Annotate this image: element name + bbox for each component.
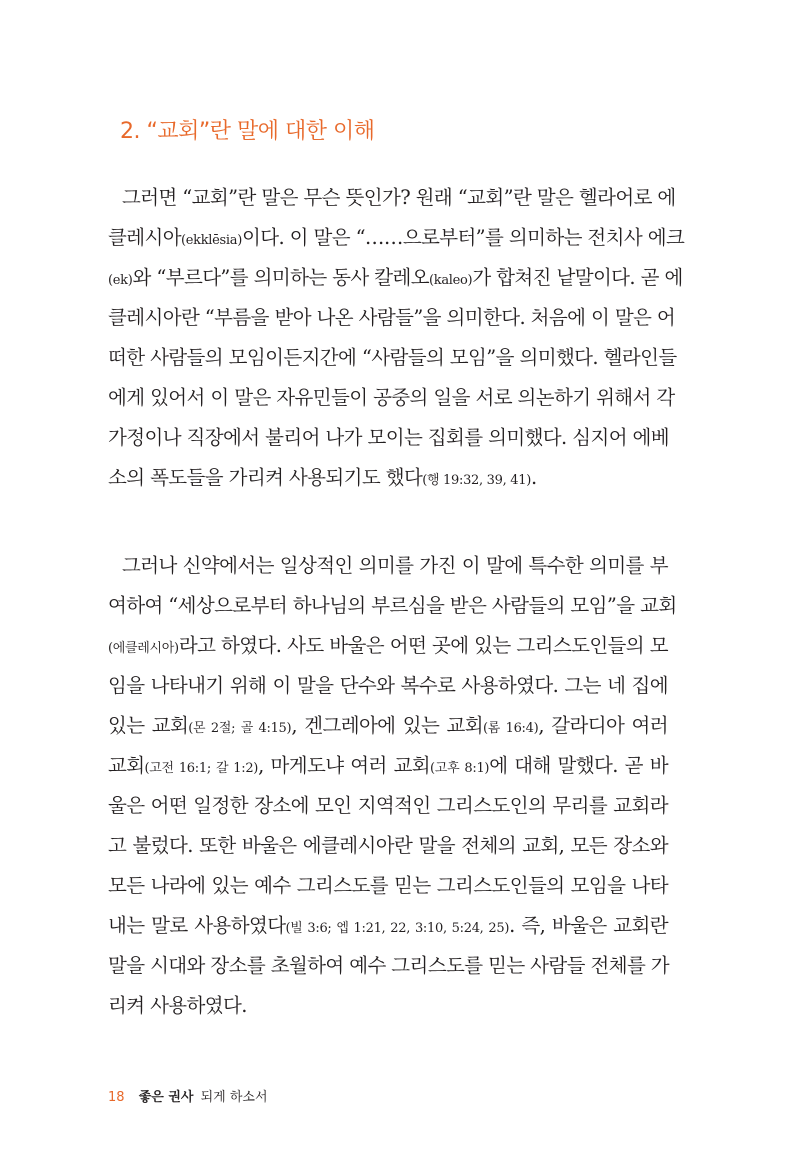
- citation-text: (고후 8:1): [430, 761, 490, 776]
- citation-text: (kaleo): [428, 273, 473, 288]
- citation-text: (ekklēsia): [180, 233, 242, 248]
- text-line: [108, 746, 668, 786]
- body-text: 와 “부르다”를 의미하는 동사 칼레오: [132, 266, 429, 289]
- citation-text: (에클레시아): [108, 641, 179, 656]
- body-text: 그러나 신약에서는 일상적인 의미를 가진 이 말에 특수한 의미를 부: [122, 554, 668, 577]
- paragraph-1: [108, 178, 685, 498]
- body-text: 고 불렀다. 또한 바울은 에클레시아란 말을 전체의 교회, 모든 장소와: [108, 834, 668, 857]
- body-text: .: [531, 466, 537, 489]
- body-text: 클레시아: [108, 226, 181, 249]
- page-number: 18: [108, 1090, 125, 1105]
- paragraph-2: [108, 546, 677, 1026]
- text-line: [108, 546, 668, 586]
- text-line: [108, 378, 675, 418]
- text-line: [108, 218, 685, 258]
- body-text: 그러면 “교회”란 말은 무슨 뜻인가? 원래 “교회”란 말은 헬라어로 에: [122, 186, 676, 209]
- text-line: [108, 786, 668, 826]
- text-line: [108, 906, 668, 946]
- body-text: 가정이나 직장에서 불리어 나가 모이는 집회를 의미했다. 심지어 에베: [108, 426, 670, 449]
- body-text: 소의 폭도들을 가리켜 사용되기도 했다: [108, 466, 423, 489]
- body-text: 교회: [108, 754, 145, 777]
- section-heading: 2. “교회”란 말에 대한 이해: [120, 119, 375, 144]
- text-line: [108, 626, 668, 666]
- citation-text: (롬 16:4): [483, 721, 539, 736]
- page-footer: [108, 1086, 268, 1105]
- text-line: [108, 586, 677, 626]
- citation-text: (행 19:32, 39, 41): [422, 473, 531, 488]
- body-text: 울은 어떤 일정한 장소에 모인 지역적인 그리스도인의 무리를 교회라: [108, 794, 668, 817]
- text-line: [108, 946, 668, 986]
- body-text: 라고 하였다. 사도 바울은 어떤 곳에 있는 그리스도인들의 모: [178, 634, 668, 657]
- text-line: [108, 866, 668, 906]
- body-text: 떠한 사람들의 모임이든지간에 “사람들의 모임”을 의미했다. 헬라인들: [108, 346, 677, 369]
- text-line: [108, 418, 668, 458]
- citation-text: (빌 3:6; 엡 1:21, 22, 3:10, 5:24, 25): [285, 921, 510, 936]
- body-text: . 즉, 바울은 교회란: [509, 914, 668, 937]
- body-text: 말을 시대와 장소를 초월하여 예수 그리스도를 믿는 사람들 전체를 가: [108, 954, 670, 977]
- body-text: 내는 말로 사용하였다: [108, 914, 286, 937]
- body-text: 여하여 “세상으로부터 하나님의 부르심을 받은 사람들의 모임”을 교회: [108, 594, 677, 617]
- body-text: , 마게도냐 여러 교회: [258, 754, 431, 777]
- body-text: 이다. 이 말은 “……으로부터”를 의미하는 전치사 에크: [241, 226, 685, 249]
- body-text: 임을 나타내기 위해 이 말을 단수와 복수로 사용하였다. 그는 네 집에: [108, 674, 668, 697]
- text-line: [108, 826, 668, 866]
- body-text: 에게 있어서 이 말은 자유민들이 공중의 일을 서로 의논하기 위해서 각: [108, 386, 675, 409]
- body-text: 가 합쳐진 낱말이다. 곧 에: [472, 266, 683, 289]
- body-text: , 겐그레아에 있는 교회: [291, 714, 484, 737]
- citation-text: (고전 16:1; 갈 1:2): [144, 761, 259, 776]
- body-text: 클레시아란 “부름을 받아 나온 사람들”을 의미한다. 처음에 이 말은 어: [108, 306, 676, 329]
- citation-text: (몬 2절; 골 4:15): [188, 721, 292, 736]
- body-text: 에 대해 말했다. 곧 바: [489, 754, 668, 777]
- text-line: [108, 298, 676, 338]
- citation-text: (ek): [108, 273, 133, 288]
- text-line: [108, 458, 668, 498]
- body-text: 있는 교회: [108, 714, 189, 737]
- body-text: 모든 나라에 있는 예수 그리스도를 믿는 그리스도인들의 모임을 나타: [108, 874, 668, 897]
- text-line: [108, 338, 677, 378]
- text-line: [108, 258, 683, 298]
- book-title-emphasis: 좋은 권사: [138, 1090, 194, 1105]
- text-line: [108, 706, 668, 746]
- body-text: 리켜 사용하였다.: [108, 994, 247, 1017]
- text-line: [108, 178, 676, 218]
- body-text: , 갈라디아 여러: [538, 714, 669, 737]
- text-line: [108, 666, 668, 706]
- text-line: [108, 986, 668, 1026]
- book-title-rest: 되게 하소서: [200, 1090, 268, 1105]
